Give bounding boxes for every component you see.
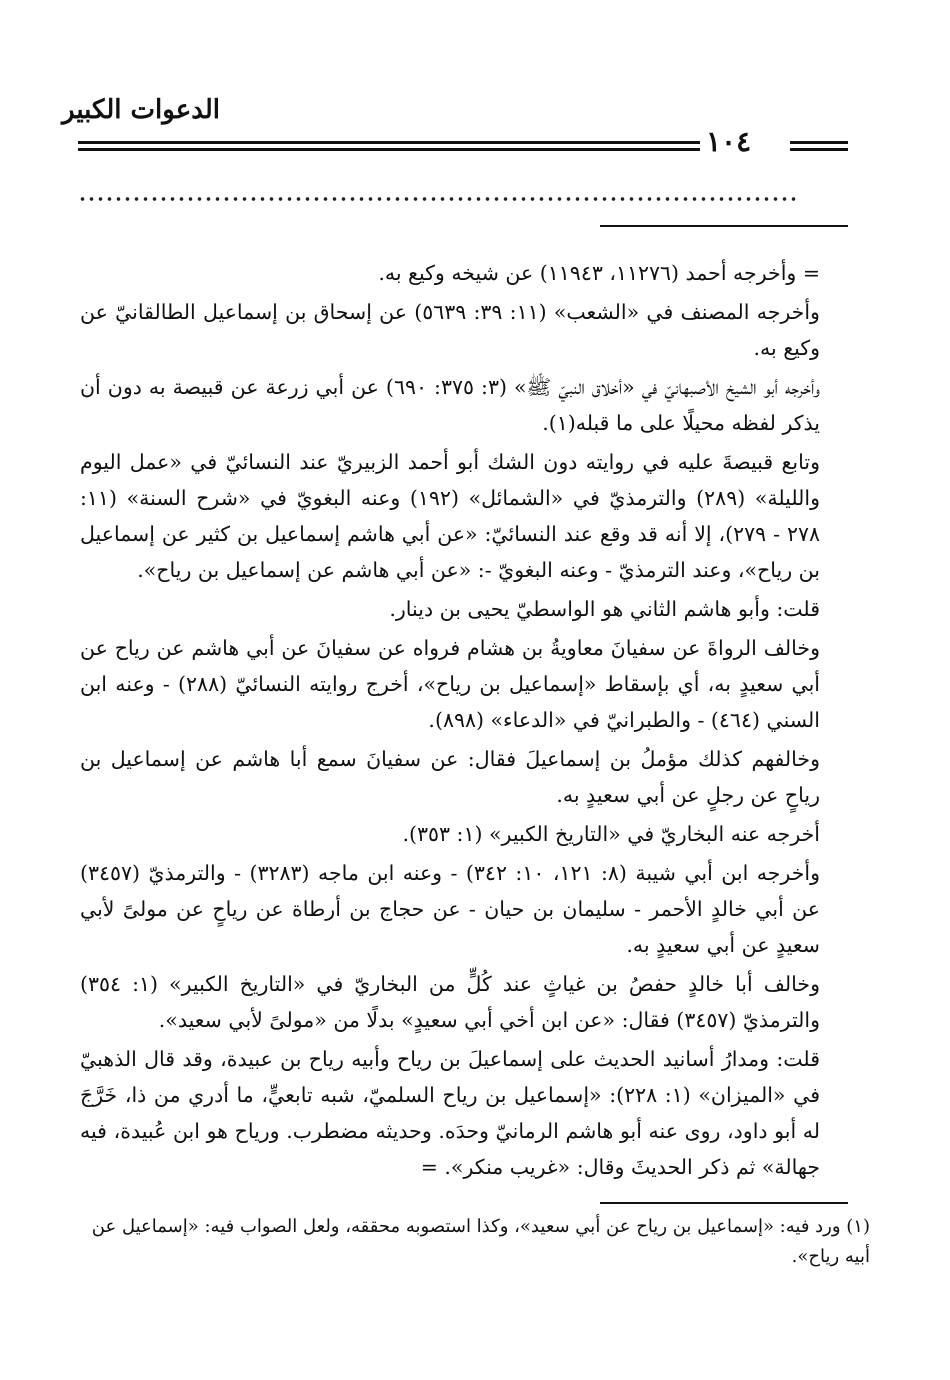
paragraph: أخرجه عنه البخاريّ في «التاريخ الكبير» (١: ٣٥٣). xyxy=(402,822,820,846)
paragraph: = وأخرجه أحمد (١١٢٧٦، ١١٩٤٣) عن شيخه وكيع به. xyxy=(378,261,820,285)
footnote-separator xyxy=(600,1202,848,1204)
paragraph: وخالفهم كذلك مؤملُ بن إسماعيلَ فقال: عن سفيانَ سمع أبا هاشم عن إسماعيل بن رياحٍ عن رجلٍ عن أبي سعيدٍ به. xyxy=(80,747,820,807)
continuation-rule xyxy=(600,225,848,227)
paragraph: وأخرجه ابن أبي شيبة (٨: ١٢١، ١٠: ٣٤٢) - وعنه ابن ماجه (٣٢٨٣) - والترمذيّ (٣٤٥٧) عن أبي خالدٍ الأحمر - سليمان بن حيان - عن حجاج بن أرطاة عن رياحٍ عن مولىً لأبي سعيدٍ عن أبي سعيدٍ به. xyxy=(80,861,820,957)
header-rule-bottom-right xyxy=(790,148,848,151)
paragraph: وأخرجه المصنف في «الشعب» (١١: ٣٩: ٥٦٣٩) عن إسحاق بن إسماعيل الطالقانيّ عن وكيع به. xyxy=(80,300,820,360)
paragraph: وخالف الرواةَ عن سفيانَ معاويةُ بن هشام فرواه عن سفيانَ عن أبي هاشم عن رياح عن أبي سعيدٍ به، أي بإسقاط «إسماعيل بن رياح»، أخرج روايته النسائيّ (٢٨٨) - وعنه ابن السني (٤٦٤) - والطبرانيّ في «الدعاء» (٨٩٨). xyxy=(80,636,821,732)
footnote: (١) ورد فيه: «إسماعيل بن رياح عن أبي سعيد»، وكذا استصوبه محققه، ولعل الصواب فيه: «إسماعيل عن أبيه رياح». xyxy=(91,1216,870,1267)
main-text xyxy=(80,255,820,1188)
header-rule-top-left xyxy=(78,141,700,144)
dotted-separator xyxy=(78,196,800,202)
header-rule-bottom-left xyxy=(78,148,700,151)
paragraph: قلت: ومدارُ أسانيد الحديث على إسماعيلَ بن رياح وأبيه رياح بن عبيدة، وقد قال الذهبيّ في «الميزان» (١: ٢٢٨): «إسماعيل بن رياح السلميّ، شبه تابعيٍّ، ما أدري من ذا، خَرَّجَ له أبو داود، روى عنه أبو هاشم الرمانيّ وحدَه. وحديثه مضطرب. ورياح هو ابن عُبيدة، فيه جهالة» ثم ذكر الحديثَ وقال: «غريب منكر». = xyxy=(80,1047,820,1179)
paragraph: وتابع قبيصةَ عليه في روايته دون الشك أبو أحمد الزبيريّ عند النسائيّ في «عمل اليوم والليلة» (٢٨٩) والترمذيّ في «الشمائل» (١٩٢) وعنه البغويّ في «شرح السنة» (١١: ٢٧٨ - ٢٧٩)، إلا أنه قد وقع عند النسائيّ: «عن أبي هاشم إسماعيل بن كثير عن إسماعيل بن رياح»، وعند الترمذيّ - وعنه البغويّ -: «عن أبي هاشم عن إسماعيل بن رياح». xyxy=(80,450,820,582)
paragraph: قلت: وأبو هاشم الثاني هو الواسطيّ يحيى بن دينار. xyxy=(389,597,820,621)
footnotes xyxy=(80,1212,870,1272)
header-rule-top-right xyxy=(790,141,848,144)
paragraph: وخالف أبا خالدٍ حفصُ بن غياثٍ عند كُلٍّ من البخاريّ في «التاريخ الكبير» (١: ٣٥٤) والترمذيّ (٣٤٥٧) فقال: «عن ابن أخي أبي سعيدٍ» بدلًا من «مولىً لأبي سعيد». xyxy=(80,972,820,1032)
page-number: ١٠٤ xyxy=(706,125,752,158)
paragraph: وأخرجه أبو الشيخ الأصبهانيّ في «أخلاق النبيّ ﷺ» (٣: ٣٧٥: ٦٩٠) عن أبي زرعة عن قبيصة به دون أن يذكر لفظه محيلًا على ما قبله(١). xyxy=(80,375,820,435)
running-header-title: الدعوات الكبير xyxy=(61,95,220,125)
